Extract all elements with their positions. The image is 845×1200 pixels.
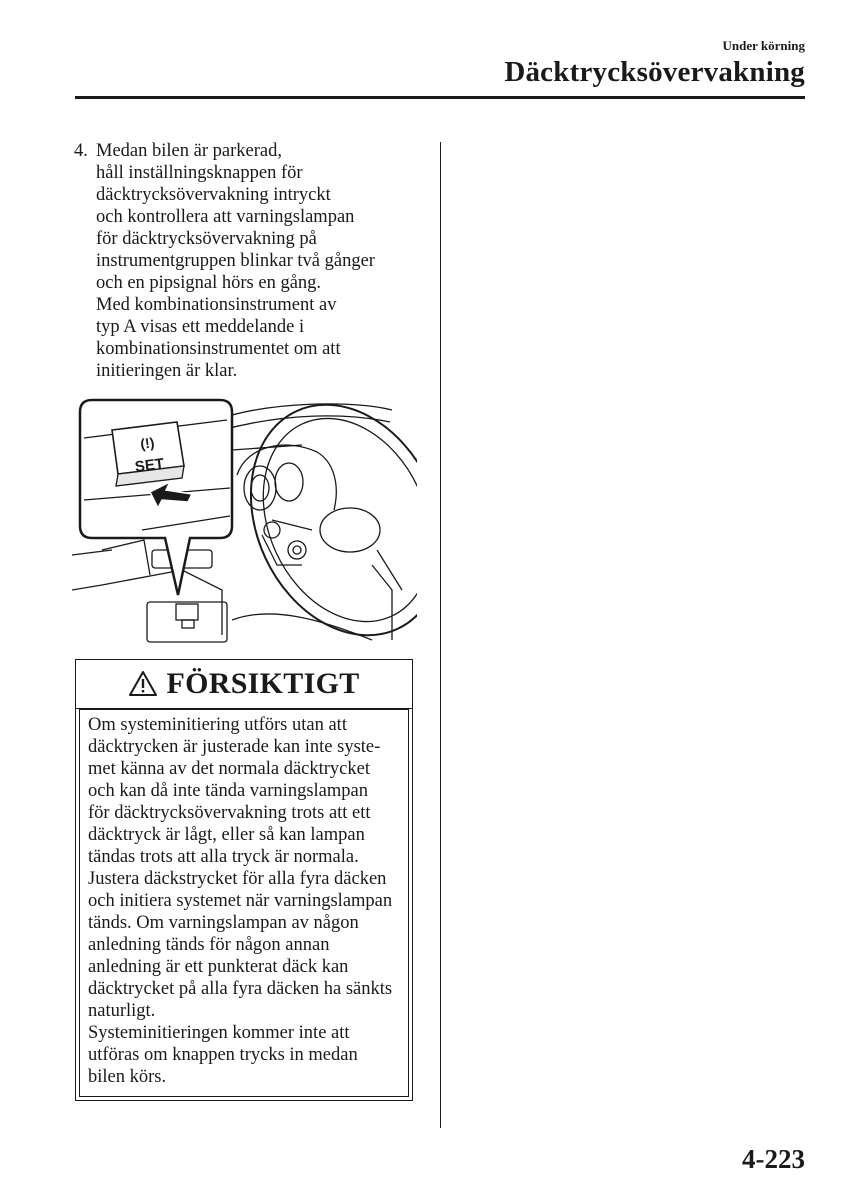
caution-body <box>79 709 409 1097</box>
warning-triangle-icon <box>128 669 158 699</box>
step-line: instrumentgruppen blinkar två gånger <box>96 251 375 271</box>
page-number: 4-223 <box>742 1144 805 1174</box>
caution-line: bilen körs. <box>88 1067 167 1087</box>
caution-line: för däcktrycksövervakning trots att ett <box>88 803 371 823</box>
step-line: initieringen är klar. <box>96 361 238 381</box>
step-line: kombinationsinstrumentet om att <box>96 339 341 359</box>
step-text <box>96 140 424 382</box>
step-line: för däcktrycksövervakning på <box>96 229 317 249</box>
step-line: Med kombinationsinstrument av <box>96 295 337 315</box>
header-rule <box>75 96 805 99</box>
set-button-symbol: (!) <box>139 434 156 452</box>
dashboard-illustration <box>72 390 417 655</box>
caution-line: och initiera systemet när varningslampan <box>88 891 393 911</box>
caution-line: däcktryck är lågt, eller så kan lampan <box>88 825 365 845</box>
step-number: 4. <box>74 141 88 161</box>
caution-line: utföras om knappen trycks in medan <box>88 1045 358 1065</box>
caution-title: FÖRSIKTIGT <box>166 667 360 700</box>
step-line: och kontrollera att varningslampan <box>96 207 355 227</box>
set-button-label: SET <box>133 455 165 476</box>
caution-line: met känna av det normala däcktrycket <box>88 759 370 779</box>
caution-line: Systeminitieringen kommer inte att <box>88 1023 350 1043</box>
caution-box <box>75 659 413 1101</box>
step-line: däcktrycksövervakning intryckt <box>96 185 331 205</box>
caution-line: tändas trots att alla tryck är normala. <box>88 847 359 867</box>
caution-line: tänds. Om varningslampan av någon <box>88 913 359 933</box>
caution-line: anledning är ett punkterat däck kan <box>88 957 349 977</box>
step-line: håll inställningsknappen för <box>96 163 303 183</box>
caution-header <box>76 660 412 709</box>
caution-line: anledning tänds för någon annan <box>88 935 330 955</box>
step-4 <box>74 140 424 382</box>
caution-line: naturligt. <box>88 1001 156 1021</box>
section-label: Under körning <box>722 38 805 53</box>
step-line: Medan bilen är parkerad, <box>96 141 282 161</box>
caution-line: och kan då inte tända varningslampan <box>88 781 368 801</box>
column-divider <box>440 142 441 1128</box>
step-line: typ A visas ett meddelande i <box>96 317 305 337</box>
caution-line: däcktrycket på alla fyra däcken ha sänkts <box>88 979 393 999</box>
step-line: och en pipsignal hörs en gång. <box>96 273 322 293</box>
caution-line: Om systeminitiering utförs utan att <box>88 715 347 735</box>
caution-line: däcktrycken är justerade kan inte syste- <box>88 737 381 757</box>
caution-line: Justera däckstrycket för alla fyra däcken <box>88 869 387 889</box>
page-title: Däcktrycksövervakning <box>504 56 805 88</box>
